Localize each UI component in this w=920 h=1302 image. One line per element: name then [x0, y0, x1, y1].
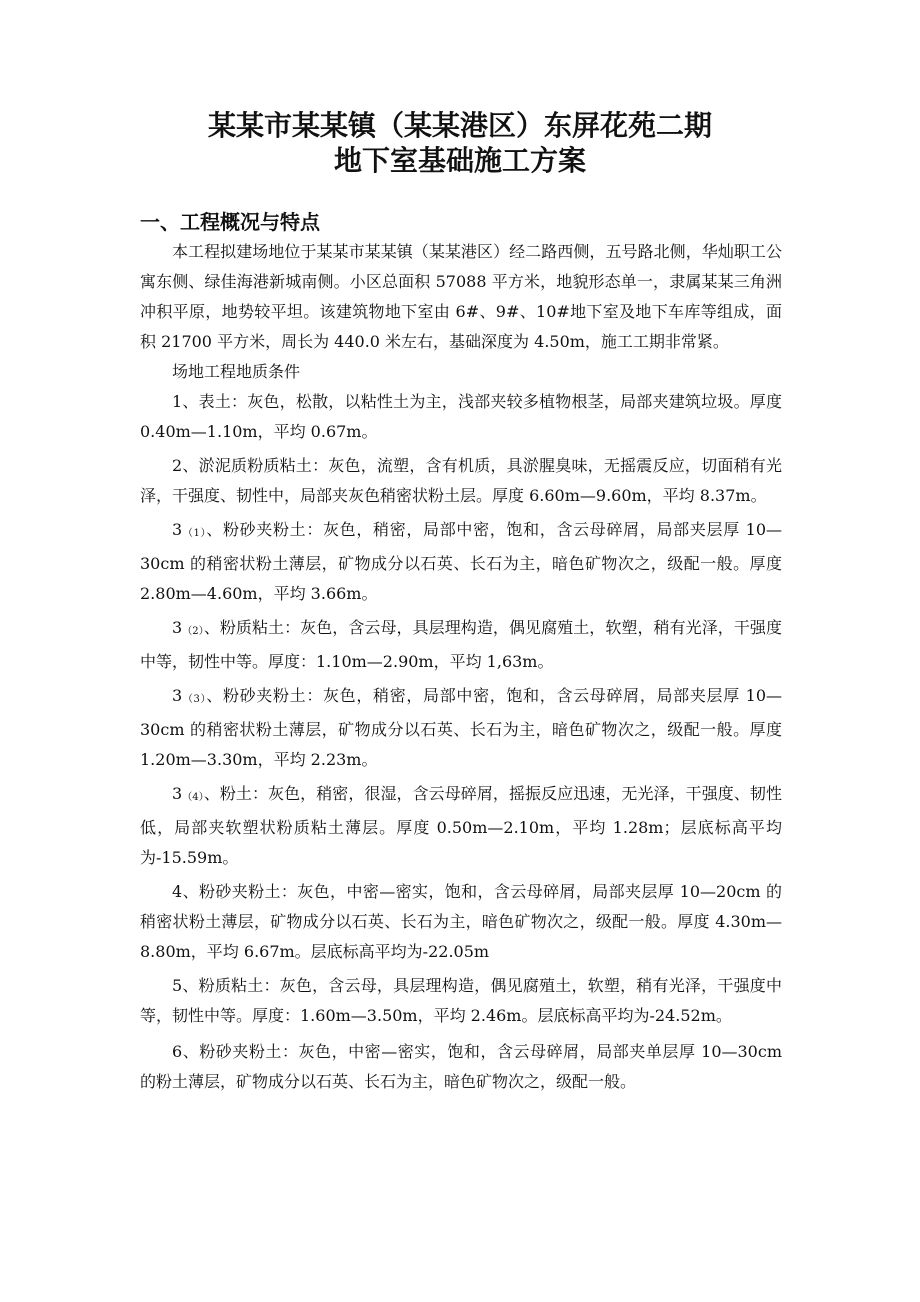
- layer-subscript: （2）: [182, 626, 204, 637]
- layer-number: 3: [172, 520, 183, 539]
- geology-subtitle: 场地工程地质条件: [172, 362, 301, 381]
- layer-text: 、粉砂夹粉土：灰色，稍密，局部中密，饱和，含云母碎屑，局部夹层厚 10—30cm 的稍密状粉土薄层，矿物成分以石英、长石为主，暗色矿物次之，级配一般。厚度 1.20m—3.30m，平均 2.23m。: [140, 686, 782, 769]
- layer-number: 3: [172, 784, 183, 803]
- layer-3-4-paragraph: [140, 779, 782, 873]
- layer-4-paragraph: 4、粉砂夹粉土：灰色，中密—密实，饱和，含云母碎屑，局部夹层厚 10—20cm 的稍密状粉土薄层，矿物成分以石英、长石为主，暗色矿物次之，级配一般。厚度 4.30m—8.80m，平均 6.67m。层底标高平均为-22.05m: [140, 882, 782, 961]
- section-body: [140, 237, 782, 1097]
- layer-1-paragraph: 1、表土：灰色，松散，以粘性土为主，浅部夹较多植物根茎，局部夹建筑垃圾。厚度 0.40m—1.10m，平均 0.67m。: [140, 392, 782, 441]
- layer-3-2-paragraph: [140, 613, 782, 677]
- section-heading: 一、工程概况与特点: [140, 210, 320, 234]
- layer-6-paragraph: 6、粉砂夹粉土：灰色，中密—密实，饱和，含云母碎屑，局部夹单层厚 10—30cm 的粉土薄层，矿物成分以石英、长石为主，暗色矿物次之，级配一般。: [140, 1042, 782, 1091]
- layer-subscript: （3）: [182, 694, 207, 705]
- overview-paragraph: 本工程拟建场地位于某某市某某镇（某某港区）经二路西侧，五号路北侧，华灿职工公寓东侧、绿佳海港新城南侧。小区总面积 57088 平方米，地貌形态单一，隶属某某三角洲冲积平原，地势较平坦。该建筑物地下室由 6#、9#、10#地下室及地下车库等组成，面积 21700 平方米，周长为 440.0 米左右，基础深度为 4.50m，施工工期非常紧。: [140, 242, 782, 351]
- layer-text: 、粉土：灰色，稍密，很湿，含云母碎屑，摇振反应迅速，无光泽，干强度、韧性低，局部夹软塑状粉质粘土薄层。厚度 0.50m—2.10m，平均 1.28m；层底标高平均为-15.59m。: [140, 784, 782, 867]
- layer-subscript: （1）: [182, 528, 207, 539]
- layer-3-3-paragraph: [140, 681, 782, 775]
- layer-text: 、粉质粘土：灰色，含云母，具层理构造，偶见腐殖土，软塑，稍有光泽，干强度中等，韧性中等。厚度：1.10m—2.90m，平均 1,63m。: [140, 618, 782, 671]
- layer-5-paragraph: 5、粉质粘土：灰色，含云母，具层理构造，偶见腐殖土，软塑，稍有光泽，干强度中等，韧性中等。厚度：1.60m—3.50m，平均 2.46m。层底标高平均为-24.52m。: [140, 976, 782, 1025]
- layer-subscript: （4）: [182, 792, 204, 803]
- layer-3-1-paragraph: [140, 515, 782, 609]
- layer-text: 、粉砂夹粉土：灰色，稍密，局部中密，饱和，含云母碎屑，局部夹层厚 10—30cm 的稍密状粉土薄层，矿物成分以石英、长石为主，暗色矿物次之，级配一般。厚度 2.80m—4.60m，平均 3.66m。: [140, 520, 782, 603]
- layer-number: 3: [172, 618, 183, 637]
- document-title-line2: 地下室基础施工方案: [333, 144, 586, 177]
- document-title-line1: 某某市某某镇（某某港区）东屏花苑二期: [207, 109, 712, 142]
- layer-number: 3: [172, 686, 183, 705]
- layer-2-paragraph: 2、淤泥质粉质粘土：灰色，流塑，含有机质，具淤腥臭味，无摇震反应，切面稍有光泽，干强度、韧性中，局部夹灰色稍密状粉土层。厚度 6.60m—9.60m，平均 8.37m。: [140, 456, 782, 505]
